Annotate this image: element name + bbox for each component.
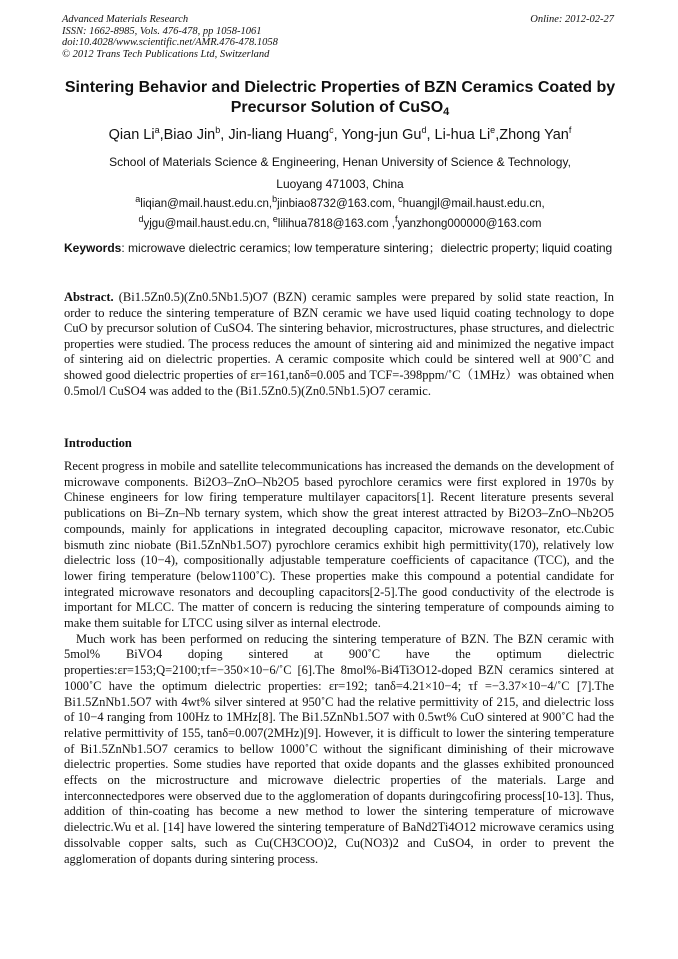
title-line-2-text: Precursor Solution of CuSO [230, 99, 444, 116]
author-affiliation-mark: b [215, 125, 221, 135]
email-c: huangjl@mail.haust.edu.cn, [402, 197, 545, 210]
author-name: Li-hua Li [434, 126, 491, 143]
abstract [64, 290, 614, 399]
author-name: Biao Jin [163, 126, 216, 143]
introduction-body [64, 459, 614, 867]
intro-paragraph-1: Recent progress in mobile and satellite telecommunications has increased the demands on the development of microwave components. Bi2O3–ZnO–Nb2O5 based pyrochlore ceramics were first explored in 1970s by Chinese engineers for low firing temperature multilayer capacitors[1]. Recent literature presents several publications on Bi–Zn–Nb ternary system, which show the great interest attracted by Bi2O3–ZnO–Nb2O5 compounds, mainly for applications in integrated decoupling capacitor, microwave resonator, etc.Cubic bismuth zinc niobate (Bi1.5ZnNb1.5O7) pyrochlore ceramics exhibit high permittivity(170), relatively low dielectric loss (10−4), compositionally adjustable temperature coefficients of capacitance (TCC), and the lower firing temperature (below1100˚C). These properties make this compound a potential candidate for integrated microwave resonators and decoupling capacitors[2-5].The good conductivity of the electrode is important for MLCC. The matter of concern is reducing the sintering temperature of compounds aiming to make them suitable for LTCC using silver as internal electrode. [64, 459, 614, 631]
email-line-2: $^d$yjgu@mail.haust.edu.cn, $^e$lilihua7818@163.com ,$^f$yanzhong000000@163.com [138, 213, 542, 230]
author-affiliation-mark: c [329, 125, 334, 135]
author-emails [40, 192, 640, 232]
issn-line: ISSN: 1662-8985, Vols. 476-478, pp 1058-1061 [62, 25, 262, 37]
author-list: Qian Li$^a$,Biao Jin$^b$, Jin-liang Huang$^c$, Yong-jun Gu$^d$, Li-hua Li$^e$,Zhong Yan$^f$ [108, 125, 572, 143]
author-affiliation-mark: d [421, 125, 427, 135]
affiliation-line-2: Luoyang 471003, China [276, 177, 404, 191]
copyright-line: © 2012 Trans Tech Publications Ltd, Switzerland [62, 48, 270, 60]
email-line-1: $^a$liqian@mail.haust.edu.cn,$^b$jinbiao8732@163.com, $^c$huangjl@mail.haust.edu.cn, [135, 194, 545, 210]
author-affiliation-mark: a [154, 125, 160, 135]
online-date: Online: 2012-02-27 [530, 14, 614, 25]
abstract-label: Abstract. [64, 290, 114, 304]
author-name: Jin-liang Huang [228, 126, 330, 143]
author-name: Zhong Yan [499, 126, 569, 143]
author-affiliation-mark: e [490, 125, 496, 135]
paper-title [50, 78, 630, 122]
doi-line: doi:10.4028/www.scientific.net/AMR.476-478.1058 [62, 37, 278, 48]
journal-header [62, 14, 278, 60]
intro-paragraph-2: Much work has been performed on reducing the sintering temperature of BZN. The BZN ceramic with 5mol% BiVO4 doping sintered at 900˚C have the optimum dielectric properties:εr=153;Q=2100;τf=−350×10−6/˚C [6].The 8mol%-Bi4Ti3O12-doped BZN ceramics sintered at 1000˚C have the optimum dielectric properties: εr=192; tanδ=4.21×10−4; τf =−3.37×10−4/˚C [7].The Bi1.5ZnNb1.5O7 with 4wt% silver sintered at 950˚C had the relative permittivity of 215, and dielectric loss of 10−4 ranging from 100Hz to 1MHz[8]. The Bi1.5ZnNb1.5O7 with 0.5wt% CuO sintered at 900˚C had the relative permittivity of 155, tanδ=0.007(2MHz)[9]. However, it is difficult to lower the sintering temperature of Bi1.5ZnNb1.5O7 ceramics to bellow 1000˚C without the significant diminishing of their microwave dielectric properties. Some studies have reported that oxide dopants and the glasses exhibited pronounced effects on the microstructure and microwave dielectric properties of the materials. Large and interconnectedpores were observed due to the agglomeration of dopants duringcofiring process[10-13]. Thus, addition of thin-coating has become a new method to lower the sintering temperature of microwave dielectric.Wu et al. [14] have lowered the sintering temperature of BaNd2Ti4O12 microwave ceramics using dissolvable copper salts, such as Cu(CH3COO)2, Cu(NO3)2 and CuSO4, in order to prevent the agglomeration of dopants during sintering process. [64, 631, 614, 866]
email-e: lilihua7818@163.com , [277, 217, 395, 230]
email-f: yanzhong000000@163.com [397, 217, 542, 230]
author-affiliation-mark: f [568, 125, 572, 135]
abstract-text: (Bi1.5Zn0.5)(Zn0.5Nb1.5)O7 (BZN) ceramic samples were prepared by solid state reaction, In order to reduce the sintering temperature of BZN ceramic we have used liquid coating technology to dope CuO by precursor solution of CuSO4. The sintering behavior, microstructures, phase structures, and dielectric properties were studied. The process reduces the amount of sintering aid and minimized the negative impact of sintering aid on dielectric properties. A ceramic composite which could be sintered well at 900˚C and showed good dielectric properties of εr=161,tanδ=0.005 and TCF=-398ppm/˚C（1MHz）was obtained when 0.5mol/l CuSO4 was added to the (Bi1.5Zn0.5)(Zn0.5Nb1.5)O7 ceramic. [64, 290, 614, 398]
title-line-2 [50, 98, 630, 122]
keywords [64, 240, 614, 256]
section-heading-introduction: Introduction [64, 436, 132, 450]
email-a: liqian@mail.haust.edu.cn, [140, 197, 273, 210]
affiliation [40, 151, 640, 195]
keywords-label: Keywords [64, 241, 122, 255]
author-name: Qian Li [108, 126, 155, 143]
journal-name: Advanced Materials Research [62, 14, 189, 25]
affiliation-line-1: School of Materials Science & Engineering, Henan University of Science & Technology, [109, 155, 571, 169]
author-name: Yong-jun Gu [341, 126, 422, 143]
title-subscript: 4 [443, 106, 450, 118]
title-line-1: Sintering Behavior and Dielectric Properties of BZN Ceramics Coated by [64, 79, 616, 96]
email-d: yjgu@mail.haust.edu.cn, [143, 217, 273, 230]
email-b: jinbiao8732@163.com, [277, 197, 399, 210]
keywords-text: : microwave dielectric ceramics; low temperature sintering；dielectric property; liquid coating [121, 241, 613, 255]
